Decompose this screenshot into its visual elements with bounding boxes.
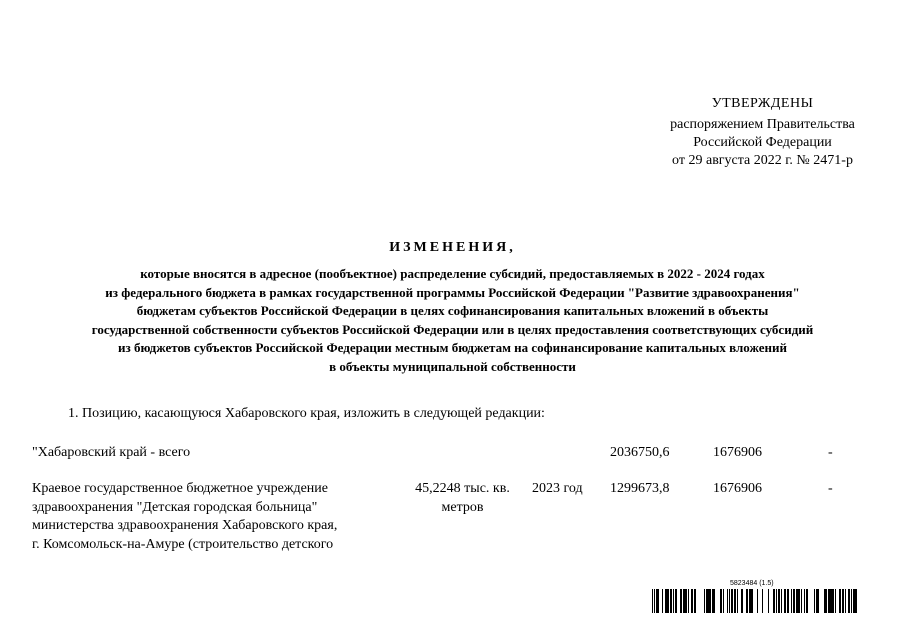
row-capacity-line: метров — [441, 499, 484, 515]
row-capacity — [400, 480, 525, 517]
row-name-line: Краевое государственное бюджетное учреждение — [32, 481, 328, 496]
item-1-text: 1. Позицию, касающуюся Хабаровского края, изложить в следующей редакции: — [68, 406, 545, 421]
approval-stamp — [640, 95, 885, 170]
subtitle-line: в объекты муниципальной собственности — [329, 358, 576, 374]
row-name-line: министерства здравоохранения Хабаровского края, — [32, 518, 338, 533]
subtitle-line: бюджетам субъектов Российской Федерации в целях софинансирования капитальных вложений в объекты — [136, 303, 769, 318]
approval-line-2: Российской Федерации — [693, 135, 832, 150]
subtitle-line: из бюджетов субъектов Российской Федерации местным бюджетам на софинансирование капитальных вложений — [118, 340, 787, 355]
approval-line-3: от 29 августа 2022 г. № 2471-р — [672, 153, 853, 168]
row-value-total: 1299673,8 — [610, 481, 670, 496]
document-heading: ИЗМЕНЕНИЯ, — [389, 240, 516, 255]
row-name-line: здравоохранения "Детская городская больница" — [32, 499, 318, 515]
row-value-3: - — [828, 481, 833, 496]
row-capacity-line: 45,2248 тыс. кв. — [415, 481, 510, 496]
row-value-3: - — [828, 445, 833, 460]
row-value-2: 1676906 — [713, 481, 762, 496]
row-name-line: "Хабаровский край - всего — [32, 445, 191, 460]
barcode-image — [652, 589, 858, 613]
row-name — [32, 444, 190, 463]
barcode-number: 5823484 (1.5) — [730, 580, 774, 587]
row-name — [32, 480, 337, 554]
document-subtitle — [20, 265, 885, 376]
row-name-line: г. Комсомольск-на-Амуре (строительство детского — [32, 536, 334, 552]
approval-title: УТВЕРЖДЕНЫ — [711, 96, 814, 111]
subtitle-line: которые вносятся в адресное (пообъектное) распределение субсидий, предоставляемых в 2022 - 2024 годах — [140, 266, 765, 281]
row-value-2: 1676906 — [713, 445, 762, 460]
subtitle-line: государственной собственности субъектов Российской Федерации или в целях предоставления соответствующих субсидий — [91, 321, 814, 337]
approval-line-1: распоряжением Правительства — [670, 117, 855, 132]
subtitle-line: из федерального бюджета в рамках государственной программы Российской Федерации "Развитие здравоохранения" — [105, 284, 800, 300]
row-value-total: 2036750,6 — [610, 445, 670, 460]
row-year: 2023 год — [532, 481, 583, 496]
